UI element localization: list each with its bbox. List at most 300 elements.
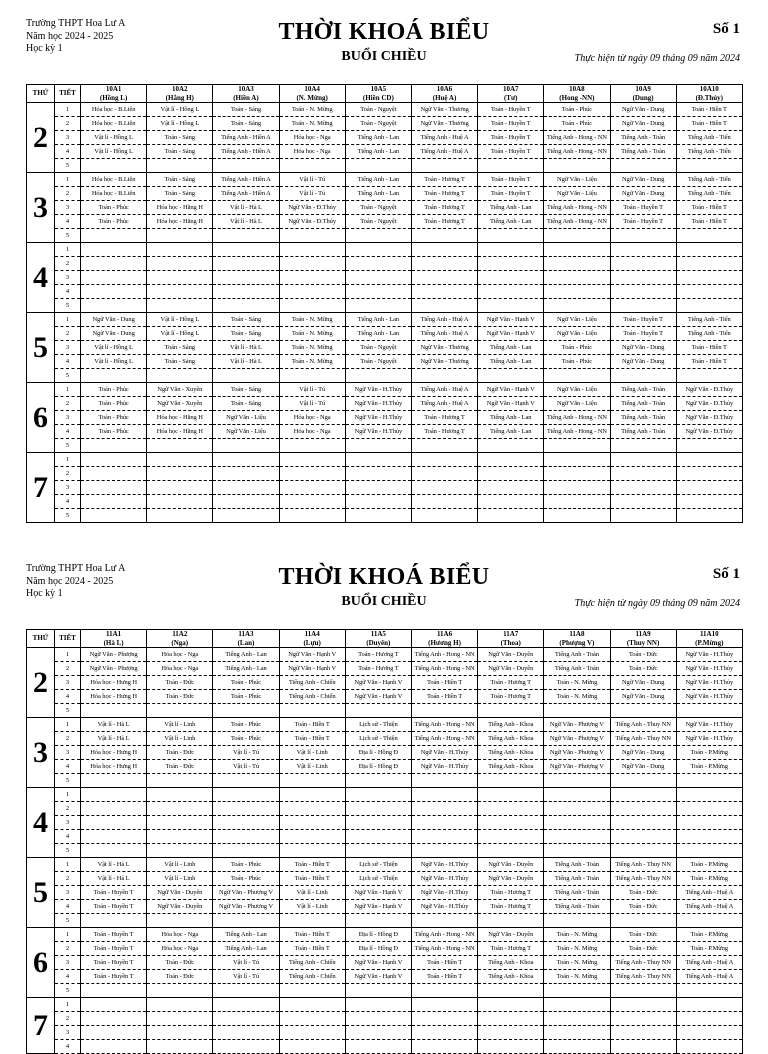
lesson-cell: [478, 998, 544, 1012]
lesson-cell: Tiếng Anh - Huệ A: [676, 886, 742, 900]
semester: Học kỳ 1: [26, 43, 63, 54]
lesson-cell: Vật lí - Linh: [279, 746, 345, 760]
lesson-cell: Tiếng Anh - Lan: [213, 928, 279, 942]
lesson-cell: Hóa học - Hằng H: [147, 411, 213, 425]
lesson-cell: Ngữ Văn - Liệu: [544, 397, 610, 411]
lesson-cell: [544, 257, 610, 271]
lesson-cell: Tiếng Anh - Chiến: [279, 956, 345, 970]
lesson-cell: Ngữ Văn - H.Thủy: [345, 425, 411, 439]
period-number: 1: [55, 928, 81, 942]
lesson-cell: [610, 802, 676, 816]
lesson-cell: [345, 159, 411, 173]
period-number: 5: [55, 704, 81, 718]
lesson-cell: Ngữ Văn - Dung: [610, 341, 676, 355]
lesson-cell: Toán - Hiền T: [411, 970, 477, 984]
lesson-cell: Tiếng Anh - Huệ A: [676, 900, 742, 914]
period-number: 3: [55, 956, 81, 970]
lesson-cell: [279, 802, 345, 816]
lesson-cell: Toán - Hiền T: [411, 956, 477, 970]
lesson-cell: Ngữ Văn - Duyên: [478, 648, 544, 662]
day-label: 2: [27, 648, 55, 718]
lesson-cell: [411, 271, 477, 285]
lesson-cell: Vật lí - Hà L: [213, 201, 279, 215]
lesson-cell: [147, 998, 213, 1012]
effective-date: Thực hiện từ ngày 09 tháng 09 năm 2024: [574, 53, 740, 64]
lesson-cell: [345, 243, 411, 257]
page-title: THỜI KHOÁ BIỂU: [278, 564, 490, 590]
table-row: [27, 788, 743, 802]
table-row: [27, 159, 743, 173]
lesson-cell: Tiếng Anh - Hong - NN: [544, 131, 610, 145]
lesson-cell: Ngữ Văn - Dung: [610, 117, 676, 131]
class-name: 11A9: [635, 630, 651, 638]
lesson-cell: Toán - Hiền T: [279, 942, 345, 956]
lesson-cell: Tiếng Anh - Huệ A: [411, 313, 477, 327]
lesson-cell: Ngữ Văn - H.Thủy: [676, 676, 742, 690]
lesson-cell: Toán - Sáng: [213, 117, 279, 131]
lesson-cell: [411, 1040, 477, 1054]
lesson-cell: Hóa học - Hằng H: [147, 215, 213, 229]
lesson-cell: [411, 257, 477, 271]
lesson-cell: Tiếng Anh - Chiến: [279, 970, 345, 984]
lesson-cell: Ngữ Văn - Duyên: [478, 662, 544, 676]
lesson-cell: Hóa học - Nga: [279, 131, 345, 145]
lesson-cell: Tiếng Anh - Hong - NN: [544, 215, 610, 229]
lesson-cell: Ngữ Văn - H.Thủy: [345, 383, 411, 397]
table-row: [27, 774, 743, 788]
lesson-cell: Tiếng Anh - Lan: [478, 425, 544, 439]
lesson-cell: [478, 802, 544, 816]
lesson-cell: Ngữ Văn - Hạnh V: [478, 327, 544, 341]
lesson-cell: [213, 1012, 279, 1026]
table-row: [27, 481, 743, 495]
lesson-cell: [345, 509, 411, 523]
lesson-cell: Toán - Huyền T: [81, 956, 147, 970]
lesson-cell: [544, 1026, 610, 1040]
lesson-cell: Ngữ Văn - Xuyên: [147, 397, 213, 411]
lesson-cell: Ngữ Văn - H.Thủy: [345, 397, 411, 411]
column-header-period: TIẾT: [55, 85, 81, 103]
lesson-cell: [345, 1026, 411, 1040]
lesson-cell: [81, 774, 147, 788]
lesson-cell: [610, 369, 676, 383]
lesson-cell: Toán - Phúc: [213, 872, 279, 886]
lesson-cell: Ngữ Văn - H.Thủy: [411, 900, 477, 914]
school-name: Trường THPT Hoa Lư A: [26, 563, 126, 574]
document-number: Số 1: [712, 21, 740, 37]
period-number: 1: [55, 718, 81, 732]
lesson-cell: Toán - N. Mừng: [279, 117, 345, 131]
lesson-cell: Ngữ Văn - Phượng V: [544, 732, 610, 746]
lesson-cell: [544, 704, 610, 718]
lesson-cell: [213, 257, 279, 271]
lesson-cell: Tiếng Anh - Lan: [478, 215, 544, 229]
lesson-cell: Ngữ Văn - Thương: [411, 355, 477, 369]
lesson-cell: Toán - Huyền T: [478, 131, 544, 145]
lesson-cell: Vật lí - Tú: [279, 397, 345, 411]
lesson-cell: [411, 453, 477, 467]
lesson-cell: [213, 816, 279, 830]
lesson-cell: [544, 369, 610, 383]
table-row: [27, 690, 743, 704]
lesson-cell: Tiếng Anh - Hong - NN: [411, 662, 477, 676]
lesson-cell: Vật lí - Linh: [147, 858, 213, 872]
lesson-cell: [411, 704, 477, 718]
table-row: [27, 802, 743, 816]
lesson-cell: Ngữ Văn - Phượng V: [544, 718, 610, 732]
lesson-cell: Ngữ Văn - H.Thủy: [676, 648, 742, 662]
lesson-cell: Toán - Phúc: [81, 425, 147, 439]
table-row: [27, 187, 743, 201]
lesson-cell: [345, 802, 411, 816]
lesson-cell: [213, 453, 279, 467]
lesson-cell: Toán - Nguyệt: [345, 355, 411, 369]
lesson-cell: [610, 257, 676, 271]
day-label: 2: [27, 103, 55, 173]
lesson-cell: Ngữ Văn - H.Thủy: [676, 732, 742, 746]
lesson-cell: [213, 984, 279, 998]
table-row: [27, 914, 743, 928]
lesson-cell: Ngữ Văn - Thương: [411, 103, 477, 117]
column-header-class: [279, 630, 345, 648]
lesson-cell: Toán - N. Mừng: [279, 313, 345, 327]
lesson-cell: [610, 439, 676, 453]
lesson-cell: Toán - Phúc: [213, 718, 279, 732]
school-name: Trường THPT Hoa Lư A: [26, 18, 126, 29]
lesson-cell: Toán - Hương T: [411, 173, 477, 187]
lesson-cell: [213, 998, 279, 1012]
lesson-cell: [411, 495, 477, 509]
lesson-cell: Ngữ Văn - Hạnh V: [345, 690, 411, 704]
lesson-cell: [544, 285, 610, 299]
lesson-cell: [279, 984, 345, 998]
class-name: 10A4: [304, 85, 320, 93]
column-header-class: [544, 85, 610, 103]
lesson-cell: [478, 229, 544, 243]
lesson-cell: Toán - Huyền T: [478, 117, 544, 131]
lesson-cell: [147, 1026, 213, 1040]
lesson-cell: [345, 998, 411, 1012]
lesson-cell: [544, 229, 610, 243]
lesson-cell: [676, 1012, 742, 1026]
lesson-cell: Vật lí - Hồng L: [147, 327, 213, 341]
lesson-cell: Toán - Phúc: [213, 732, 279, 746]
table-row: [27, 243, 743, 257]
lesson-cell: Ngữ Văn - Hạnh V: [345, 956, 411, 970]
lesson-cell: [213, 299, 279, 313]
period-number: 3: [55, 201, 81, 215]
lesson-cell: Toán - Hiền T: [676, 355, 742, 369]
lesson-cell: Toán - Hương T: [411, 425, 477, 439]
lesson-cell: Ngữ Văn - Duyên: [478, 928, 544, 942]
lesson-cell: [345, 844, 411, 858]
lesson-cell: [147, 1040, 213, 1054]
lesson-cell: [147, 788, 213, 802]
lesson-cell: Ngữ Văn - Phượng V: [544, 746, 610, 760]
lesson-cell: [147, 816, 213, 830]
period-number: 4: [55, 900, 81, 914]
lesson-cell: Toán - Sáng: [213, 397, 279, 411]
lesson-cell: Toán - Sáng: [213, 327, 279, 341]
column-header-class: [147, 630, 213, 648]
lesson-cell: Ngữ Văn - H.Thủy: [411, 746, 477, 760]
lesson-cell: Tiếng Anh - Toàn: [544, 648, 610, 662]
lesson-cell: [279, 453, 345, 467]
lesson-cell: Vật lí - Hà L: [81, 732, 147, 746]
lesson-cell: [411, 1026, 477, 1040]
lesson-cell: Ngữ Văn - Hạnh V: [345, 900, 411, 914]
lesson-cell: [411, 467, 477, 481]
lesson-cell: [610, 788, 676, 802]
lesson-cell: [147, 285, 213, 299]
lesson-cell: [411, 509, 477, 523]
lesson-cell: Ngữ Văn - Đ.Thủy: [279, 201, 345, 215]
lesson-cell: Ngữ Văn - Duyên: [147, 886, 213, 900]
period-number: 2: [55, 662, 81, 676]
lesson-cell: [411, 439, 477, 453]
period-number: 2: [55, 117, 81, 131]
day-label: 3: [27, 718, 55, 788]
lesson-cell: Toán - N. Mừng: [279, 103, 345, 117]
lesson-cell: Tiếng Anh - Hiền A: [213, 187, 279, 201]
lesson-cell: [81, 271, 147, 285]
lesson-cell: [81, 495, 147, 509]
lesson-cell: Tiếng Anh - Huệ A: [411, 327, 477, 341]
lesson-cell: Toán - Sáng: [147, 131, 213, 145]
lesson-cell: [81, 467, 147, 481]
column-header-class: [345, 85, 411, 103]
lesson-cell: [676, 299, 742, 313]
lesson-cell: [676, 467, 742, 481]
period-number: 3: [55, 746, 81, 760]
lesson-cell: Vật lí - Hồng L: [147, 117, 213, 131]
lesson-cell: [345, 439, 411, 453]
lesson-cell: Tiếng Anh - Huệ A: [411, 145, 477, 159]
lesson-cell: [279, 830, 345, 844]
lesson-cell: [478, 159, 544, 173]
lesson-cell: Tiếng Anh - Lan: [478, 411, 544, 425]
lesson-cell: Toán - Hiền T: [279, 858, 345, 872]
lesson-cell: Toán - Huyền T: [478, 173, 544, 187]
lesson-cell: [279, 369, 345, 383]
column-header-class: [345, 630, 411, 648]
table-row: [27, 173, 743, 187]
table-row: [27, 704, 743, 718]
lesson-cell: [279, 816, 345, 830]
lesson-cell: [81, 984, 147, 998]
period-number: 1: [55, 648, 81, 662]
lesson-cell: Tiếng Anh - Hong - NN: [411, 928, 477, 942]
lesson-cell: [213, 774, 279, 788]
class-name: 10A1: [105, 85, 122, 93]
lesson-cell: [610, 243, 676, 257]
lesson-cell: [676, 844, 742, 858]
table-row: [27, 872, 743, 886]
lesson-cell: [81, 1012, 147, 1026]
class-name: 10A7: [502, 85, 519, 93]
lesson-cell: Tiếng Anh - Hong - NN: [544, 425, 610, 439]
lesson-cell: Toán - Nguyệt: [345, 215, 411, 229]
lesson-cell: [279, 1026, 345, 1040]
lesson-cell: [411, 984, 477, 998]
lesson-cell: [544, 1040, 610, 1054]
day-label: 5: [27, 858, 55, 928]
lesson-cell: [213, 914, 279, 928]
lesson-cell: [478, 257, 544, 271]
lesson-cell: [345, 984, 411, 998]
lesson-cell: [279, 495, 345, 509]
period-number: 2: [55, 187, 81, 201]
lesson-cell: Toán - Sáng: [147, 187, 213, 201]
lesson-cell: [147, 229, 213, 243]
homeroom-teacher: (Dung): [632, 93, 654, 102]
lesson-cell: [147, 467, 213, 481]
lesson-cell: [544, 453, 610, 467]
day-label: 5: [27, 313, 55, 383]
homeroom-teacher: (Huệ A): [432, 93, 457, 102]
lesson-cell: [81, 243, 147, 257]
column-header-class: [544, 630, 610, 648]
lesson-cell: [610, 1040, 676, 1054]
table-row: [27, 760, 743, 774]
lesson-cell: Toán - Hiền T: [411, 676, 477, 690]
lesson-cell: [610, 1012, 676, 1026]
table-row: [27, 1012, 743, 1026]
lesson-cell: Ngữ Văn - Dung: [610, 103, 676, 117]
homeroom-teacher: (Lựu): [303, 638, 321, 647]
lesson-cell: [81, 257, 147, 271]
lesson-cell: Ngữ Văn - Hạnh V: [345, 886, 411, 900]
lesson-cell: [411, 914, 477, 928]
period-number: 4: [55, 355, 81, 369]
period-number: 2: [55, 802, 81, 816]
lesson-cell: Toán - Phúc: [544, 341, 610, 355]
lesson-cell: Toán - Nguyệt: [345, 201, 411, 215]
lesson-cell: [610, 509, 676, 523]
lesson-cell: Toán - P.Mừng: [676, 872, 742, 886]
lesson-cell: [81, 299, 147, 313]
lesson-cell: [81, 509, 147, 523]
lesson-cell: [676, 788, 742, 802]
lesson-cell: Ngữ Văn - Hạnh V: [279, 662, 345, 676]
lesson-cell: Tiếng Anh - Toàn: [610, 383, 676, 397]
lesson-cell: Toán - Hiền T: [411, 690, 477, 704]
lesson-cell: [676, 704, 742, 718]
lesson-cell: Tiếng Anh - Toàn: [544, 872, 610, 886]
lesson-cell: [279, 1040, 345, 1054]
lesson-cell: Tiếng Anh - Lan: [213, 662, 279, 676]
table-row: [27, 117, 743, 131]
table-row: [27, 956, 743, 970]
period-number: 3: [55, 816, 81, 830]
table-row: [27, 271, 743, 285]
lesson-cell: Toán - Hương T: [478, 690, 544, 704]
sheet-header: [26, 18, 742, 84]
lesson-cell: Ngữ Văn - Thương: [411, 341, 477, 355]
lesson-cell: [147, 1012, 213, 1026]
period-number: 1: [55, 243, 81, 257]
lesson-cell: Ngữ Văn - Phượng V: [544, 760, 610, 774]
lesson-cell: [544, 495, 610, 509]
lesson-cell: Vật lí - Hà L: [81, 718, 147, 732]
class-name: 10A10: [699, 85, 719, 93]
lesson-cell: [81, 998, 147, 1012]
lesson-cell: [676, 998, 742, 1012]
lesson-cell: [345, 285, 411, 299]
lesson-cell: Vật lí - Linh: [147, 718, 213, 732]
lesson-cell: Ngữ Văn - Dung: [610, 746, 676, 760]
lesson-cell: Ngữ Văn - Liệu: [544, 383, 610, 397]
lesson-cell: Toán - Huyền T: [81, 900, 147, 914]
lesson-cell: Toán - N. Mừng: [544, 928, 610, 942]
lesson-cell: Tiếng Anh - Huệ A: [676, 970, 742, 984]
lesson-cell: Toán - Huyền T: [610, 201, 676, 215]
lesson-cell: Tiếng Anh - Hong - NN: [411, 732, 477, 746]
homeroom-teacher: (Nga): [171, 638, 189, 647]
lesson-cell: Vật lí - Tú: [279, 173, 345, 187]
lesson-cell: [544, 844, 610, 858]
lesson-cell: Toán - P.Mừng: [676, 760, 742, 774]
lesson-cell: Tiếng Anh - Tiến: [676, 145, 742, 159]
column-header-class: [676, 630, 742, 648]
lesson-cell: [345, 453, 411, 467]
lesson-cell: [81, 704, 147, 718]
lesson-cell: [610, 229, 676, 243]
lesson-cell: Toán - Hương T: [411, 187, 477, 201]
lesson-cell: [610, 1026, 676, 1040]
lesson-cell: Toán - Đức: [147, 746, 213, 760]
lesson-cell: [610, 481, 676, 495]
lesson-cell: [676, 914, 742, 928]
lesson-cell: Toán - Huyền T: [81, 970, 147, 984]
period-number: 2: [55, 732, 81, 746]
lesson-cell: Ngữ Văn - H.Thủy: [411, 760, 477, 774]
lesson-cell: [279, 285, 345, 299]
lesson-cell: Ngữ Văn - Phượng V: [213, 886, 279, 900]
lesson-cell: Ngữ Văn - Dung: [81, 327, 147, 341]
lesson-cell: Toán - Phúc: [544, 103, 610, 117]
lesson-cell: [345, 704, 411, 718]
lesson-cell: Ngữ Văn - H.Thủy: [676, 690, 742, 704]
lesson-cell: Tiếng Anh - Toàn: [544, 886, 610, 900]
lesson-cell: Toán - Đức: [147, 676, 213, 690]
lesson-cell: [279, 774, 345, 788]
lesson-cell: Ngữ Văn - Hạnh V: [478, 397, 544, 411]
homeroom-teacher: (Hiền A): [233, 93, 259, 102]
lesson-cell: Ngữ Văn - H.Thủy: [676, 662, 742, 676]
lesson-cell: Ngữ Văn - Đ.Thủy: [676, 383, 742, 397]
lesson-cell: [610, 271, 676, 285]
class-name: 11A8: [569, 630, 585, 638]
lesson-cell: Toán - Sáng: [147, 173, 213, 187]
lesson-cell: [147, 844, 213, 858]
semester: Học kỳ 1: [26, 588, 63, 599]
lesson-cell: [411, 369, 477, 383]
lesson-cell: Tiếng Anh - Lan: [345, 145, 411, 159]
lesson-cell: [147, 271, 213, 285]
lesson-cell: Tiếng Anh - Tiến: [676, 313, 742, 327]
lesson-cell: [213, 788, 279, 802]
lesson-cell: Tiếng Anh - Toàn: [610, 397, 676, 411]
period-number: 1: [55, 383, 81, 397]
lesson-cell: Vật lí - Linh: [279, 900, 345, 914]
lesson-cell: Tiếng Anh - Thuy NN: [610, 956, 676, 970]
lesson-cell: [213, 1026, 279, 1040]
lesson-cell: Ngữ Văn - Đ.Thủy: [676, 425, 742, 439]
lesson-cell: Toán - Hiền T: [676, 215, 742, 229]
lesson-cell: [213, 369, 279, 383]
period-number: 4: [55, 285, 81, 299]
